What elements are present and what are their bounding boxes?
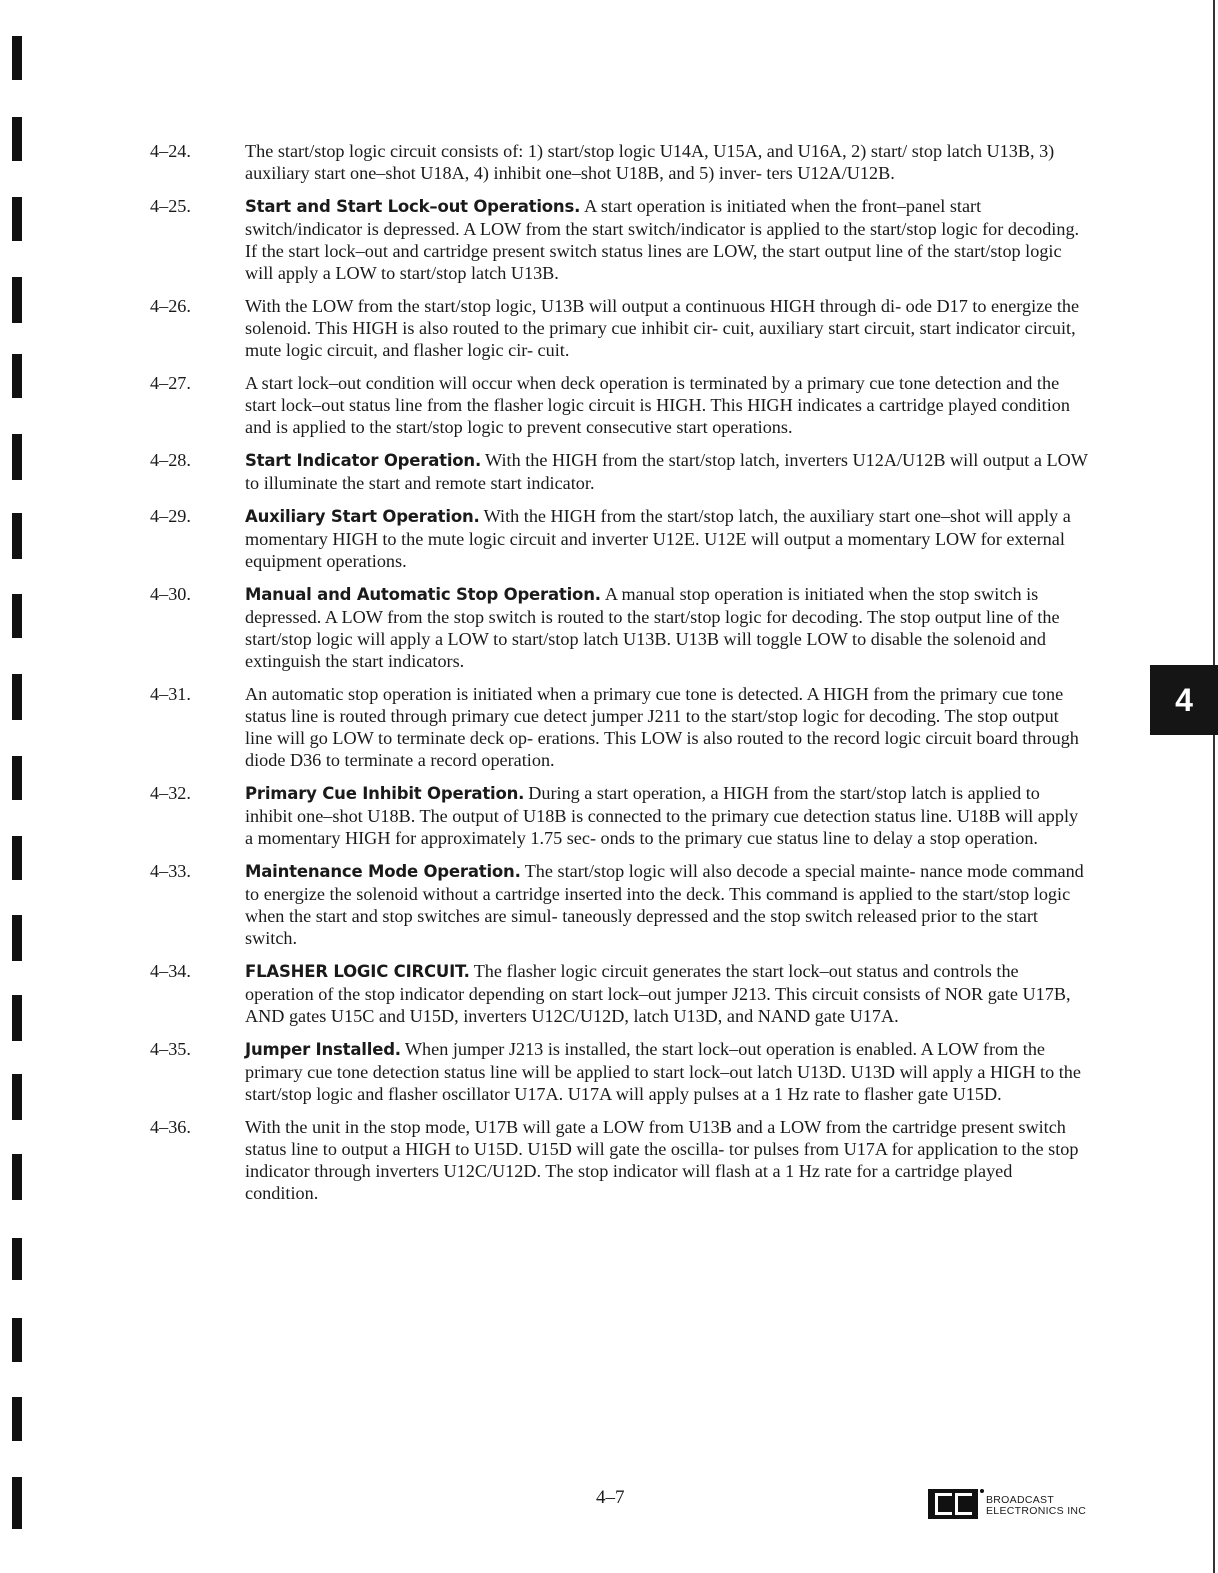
paragraph-number: 4–31.: [150, 684, 191, 704]
paragraph-text: A start operation is initiated when the front–panel start switch/indicator is depressed. A LOW from the start switch/indicator is applied to the start/stop logic for decoding. If the start lock–out and cartridge present switch status lines are LOW, the start output line of the start/stop logic will apply a LOW to start/stop latch U13B.: [245, 196, 1080, 283]
logo-letter-e: [955, 1493, 972, 1515]
company-logo: [928, 1489, 1086, 1519]
paragraph: [150, 782, 1090, 849]
paragraph-text: With the HIGH from the start/stop latch, the auxiliary start one–shot will apply a momentary HIGH to the mute logic circuit and inverter U12E. U12E will output a momentary LOW for external equipment operations.: [245, 506, 1071, 571]
paragraph-heading: Start and Start Lock–out Operations.: [245, 197, 581, 216]
binding-mark: [12, 513, 22, 559]
paragraph-heading: Jumper Installed.: [245, 1040, 401, 1059]
page-edge-line: [1213, 0, 1215, 1573]
paragraph-body: [245, 140, 1090, 184]
paragraph-number: 4–24.: [150, 141, 191, 161]
paragraph-body: [245, 860, 1090, 949]
binding-mark: [12, 1154, 22, 1200]
paragraph-body: [245, 449, 1090, 494]
paragraph-text: When jumper J213 is installed, the start lock–out operation is enabled. A LOW from the primary cue tone detection status line will be applied to start lock–out latch U13D. U13D will apply a HIGH to the start/stop logic and flasher oscillator U17A. U17A will apply pulses at a 1 Hz rate to flasher gate U15D.: [245, 1039, 1081, 1104]
paragraph-heading: Primary Cue Inhibit Operation.: [245, 784, 525, 803]
binding-mark: [12, 674, 22, 720]
paragraph: [150, 140, 1090, 184]
paragraph-text: An automatic stop operation is initiated when a primary cue tone is detected. A HIGH from the primary cue tone status line is routed through primary cue detect jumper J211 to the start/stop logic for decoding. The stop output line will go LOW to terminate deck op- erations. This LOW is also routed to the record logic circuit board through diode D36 to terminate a record operation.: [245, 684, 1079, 770]
paragraph-list: [150, 140, 1090, 1215]
paragraph: [150, 372, 1090, 438]
paragraph-text: During a start operation, a HIGH from the start/stop latch is applied to inhibit one–shot U18B. The output of U18B is connected to the primary cue detection status line. U18B will apply a momentary HIGH for approximately 1.75 sec- onds to the primary cue status line to delay a stop operation.: [245, 783, 1079, 848]
paragraph-heading: Auxiliary Start Operation.: [245, 507, 480, 526]
paragraph-body: [245, 195, 1090, 284]
paragraph-body: [245, 1038, 1090, 1105]
binding-mark: [12, 1074, 22, 1120]
paragraph: [150, 960, 1090, 1027]
binding-mark: [12, 756, 22, 800]
paragraph: [150, 505, 1090, 572]
paragraph-number: 4–27.: [150, 373, 191, 393]
binding-mark: [12, 434, 22, 480]
paragraph: [150, 295, 1090, 361]
paragraph-body: [245, 583, 1090, 672]
binding-mark: [12, 836, 22, 880]
binding-mark: [12, 277, 22, 323]
binding-mark: [12, 594, 22, 638]
logo-registered-dot: [980, 1489, 984, 1493]
paragraph-number: 4–26.: [150, 296, 191, 316]
paragraph-text: A manual stop operation is initiated when the stop switch is depressed. A LOW from the stop switch is routed to the start/stop logic for decoding. The stop output line of the start/stop logic will apply a LOW to start/stop latch U13B. U13B will toggle LOW to disable the solenoid and extinguish the start indicators.: [245, 584, 1060, 671]
binding-mark: [12, 1477, 22, 1529]
binding-mark: [12, 354, 22, 398]
paragraph-text: With the unit in the stop mode, U17B will gate a LOW from U13B and a LOW from the cartridge present switch status line to output a HIGH to U15D. U15D will gate the oscilla- tor pulses from U17A for application to the stop indicator through inverters U12C/U12D. The stop indicator will flash at a 1 Hz rate for a cartridge played condition.: [245, 1117, 1079, 1203]
paragraph-body: [245, 683, 1090, 771]
paragraph: [150, 1116, 1090, 1204]
binding-mark: [12, 36, 22, 80]
binding-mark: [12, 197, 22, 241]
binding-marks: [8, 0, 28, 1573]
paragraph-number: 4–34.: [150, 961, 191, 981]
binding-mark: [12, 1238, 22, 1280]
binding-mark: [12, 117, 22, 161]
logo-mark: [928, 1489, 978, 1519]
paragraph-body: [245, 372, 1090, 438]
paragraph-body: [245, 1116, 1090, 1204]
paragraph-text: With the LOW from the start/stop logic, U13B will output a continuous HIGH through di- ode D17 to energize the solenoid. This HIGH is also routed to the primary cue inhibit cir- cuit, auxiliary start circuit, start indicator circuit, mute logic circuit, and flasher logic cir- cuit.: [245, 296, 1080, 360]
company-line-1: BROADCAST: [986, 1494, 1055, 1506]
paragraph-body: [245, 505, 1090, 572]
paragraph: [150, 683, 1090, 771]
paragraph-text: With the HIGH from the start/stop latch, inverters U12A/U12B will output a LOW to illuminate the start and remote start indicator.: [245, 450, 1088, 493]
paragraph-heading: Start Indicator Operation.: [245, 451, 482, 470]
paragraph-number: 4–29.: [150, 506, 191, 526]
paragraph: [150, 195, 1090, 284]
binding-mark: [12, 995, 22, 1041]
paragraph: [150, 860, 1090, 949]
paragraph-text: The start/stop logic will also decode a special mainte- nance mode command to energize the solenoid without a cartridge inserted into the deck. This command is applied to the start/stop logic when the start and stop switches are simul- taneously depressed and the stop switch released prior to the start switch.: [245, 861, 1084, 948]
paragraph: [150, 449, 1090, 494]
company-line-2: ELECTRONICS INC: [986, 1505, 1087, 1517]
paragraph-text: The start/stop logic circuit consists of: 1) start/stop logic U14A, U15A, and U16A, 2) start/ stop latch U13B, 3) auxiliary start one–shot U18A, 4) inhibit one–shot U18B, and 5) inver- ters U12A/U12B.: [245, 141, 1055, 183]
paragraph: [150, 583, 1090, 672]
paragraph-number: 4–32.: [150, 783, 191, 803]
paragraph-body: [245, 782, 1090, 849]
binding-mark: [12, 1397, 22, 1441]
section-tab: 4: [1150, 665, 1218, 735]
paragraph-body: [245, 960, 1090, 1027]
paragraph-number: 4–28.: [150, 450, 191, 470]
paragraph-heading: FLASHER LOGIC CIRCUIT.: [245, 962, 470, 981]
paragraph-heading: Maintenance Mode Operation.: [245, 862, 521, 881]
logo-letter-b: [935, 1493, 952, 1515]
paragraph-body: [245, 295, 1090, 361]
binding-mark: [12, 1318, 22, 1362]
paragraph-text: The flasher logic circuit generates the start lock–out status and controls the operation of the stop indicator depending on start lock–out jumper J213. This circuit consists of NOR gate U17B, AND gates U15C and U15D, inverters U12C/U12D, latch U13D, and NAND gate U17A.: [245, 961, 1071, 1026]
paragraph-number: 4–33.: [150, 861, 191, 881]
paragraph-heading: Manual and Automatic Stop Operation.: [245, 585, 601, 604]
paragraph-number: 4–35.: [150, 1039, 191, 1059]
paragraph-number: 4–36.: [150, 1117, 191, 1137]
paragraph-text: A start lock–out condition will occur when deck operation is terminated by a primary cue tone detection and the start lock–out status line from the flasher logic circuit is HIGH. This HIGH indicates a cartridge played condition and is applied to the start/stop logic to prevent consecutive start operations.: [245, 373, 1070, 437]
paragraph-number: 4–30.: [150, 584, 191, 604]
paragraph-number: 4–25.: [150, 196, 191, 216]
page-number: 4–7: [596, 1487, 625, 1508]
paragraph: [150, 1038, 1090, 1105]
company-name: [986, 1495, 1086, 1517]
binding-mark: [12, 915, 22, 961]
